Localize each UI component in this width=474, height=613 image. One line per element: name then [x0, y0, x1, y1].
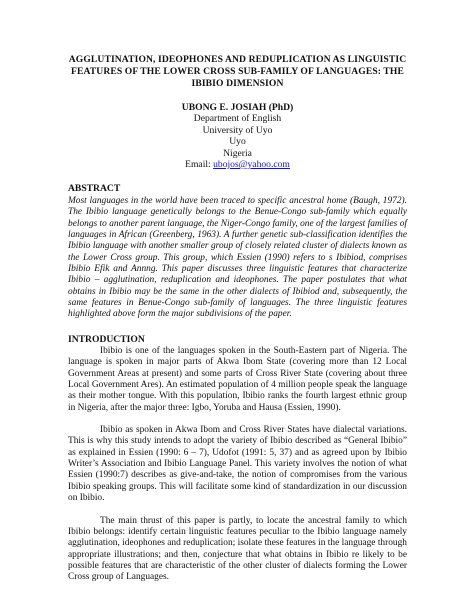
intro-paragraph-1: Ibibio is one of the languages spoken in the South-Eastern part of Nigeria. The language is spoken in major parts of Akwa Ibom State (covering more than 12 Local Government Areas at present) and some parts of Cross River State (covering about three Local Government Ares). An estimated population of 4 million people speak the language as their mother tongue. With this population, Ibibio ranks the fourth largest ethnic group in Nigeria, after the major three: Igbo, Yoruba and Hausa (Essien, 1990).: [68, 346, 407, 413]
author-name: UBONG E. JOSIAH (PhD): [181, 102, 294, 113]
abstract-text: Most languages in the world have been traced to specific ancestral home (Baugh, 1972). The Ibibio language genetically belongs to the Benue-Congo sub-family which equally belongs to another parent language, the Niger-Congo family, one of the largest families of languages in African (Greenberg, 1963). A further genetic sub-classification identifies the Ibibio language with another smaller group of closely related cluster of dialects known as the Lower Cross group. This group, which Essien (1990) refers to s Ibibiod, comprises Ibibio Efik and Annng. This paper discusses three linguistic features that characterize Ibibio – agglutination, reduplication and ideophones. The paper postulates that what obtains in Ibibio may be the same in the other dialects of Ibibiod and, subsequently, the same features in Benue-Congo sub-family of languages. The three linguistic features highlighted above form the major subdivisions of the paper.: [68, 195, 407, 320]
author-department: Department of English: [193, 113, 282, 125]
email-label: Email:: [185, 159, 211, 171]
author-city: Uyo: [229, 136, 246, 148]
author-university: University of Uyo: [202, 124, 273, 136]
author-country: Nigeria: [223, 147, 252, 159]
introduction-heading: INTRODUCTION: [68, 333, 145, 345]
paper-title: AGGLUTINATION, IDEOPHONES AND REDUPLICATION AS LINGUISTIC FEATURES OF THE LOWER CROSS SUB-FAMILY OF LANGUAGES: THE IBIBIO DIMENSION: [68, 54, 407, 89]
email-link[interactable]: ubojos@yahoo.com: [213, 159, 290, 171]
intro-paragraph-3: The main thrust of this paper is partly, to locate the ancestral family to which Ibibio belongs: identify certain linguistic features peculiar to the Ibibio language namely agglutination, ideophones and reduplication; isolate these features in the language through appropriate illustrations; and then, conjecture that what obtains in Ibibio re likely to be possible features that are characteristic of the other cluster of dialects forming the Lower Cross group of Languages.: [68, 515, 407, 583]
intro-paragraph-2: Ibibio as spoken in Akwa Ibom and Cross River States have dialectal variations. This is why this study intends to adopt the variety of Ibibio described as “General Ibibio” as explained in Essien (1990: 6 – 7), Udofot (1991: 5, 37) and as agreed upon by Ibibio Writer’s Association and Ibibio Language Panel. This variety involves the notion of what Essien (1990:7) describes as give-and-take, the notion of compromises from the various Ibibio speaking groups. This will facilitate some kind of standardization in our discussion on Ibibio.: [68, 425, 407, 504]
abstract-heading: ABSTRACT: [68, 183, 121, 195]
author-email-line: [68, 159, 407, 170]
author-block: [68, 102, 407, 170]
